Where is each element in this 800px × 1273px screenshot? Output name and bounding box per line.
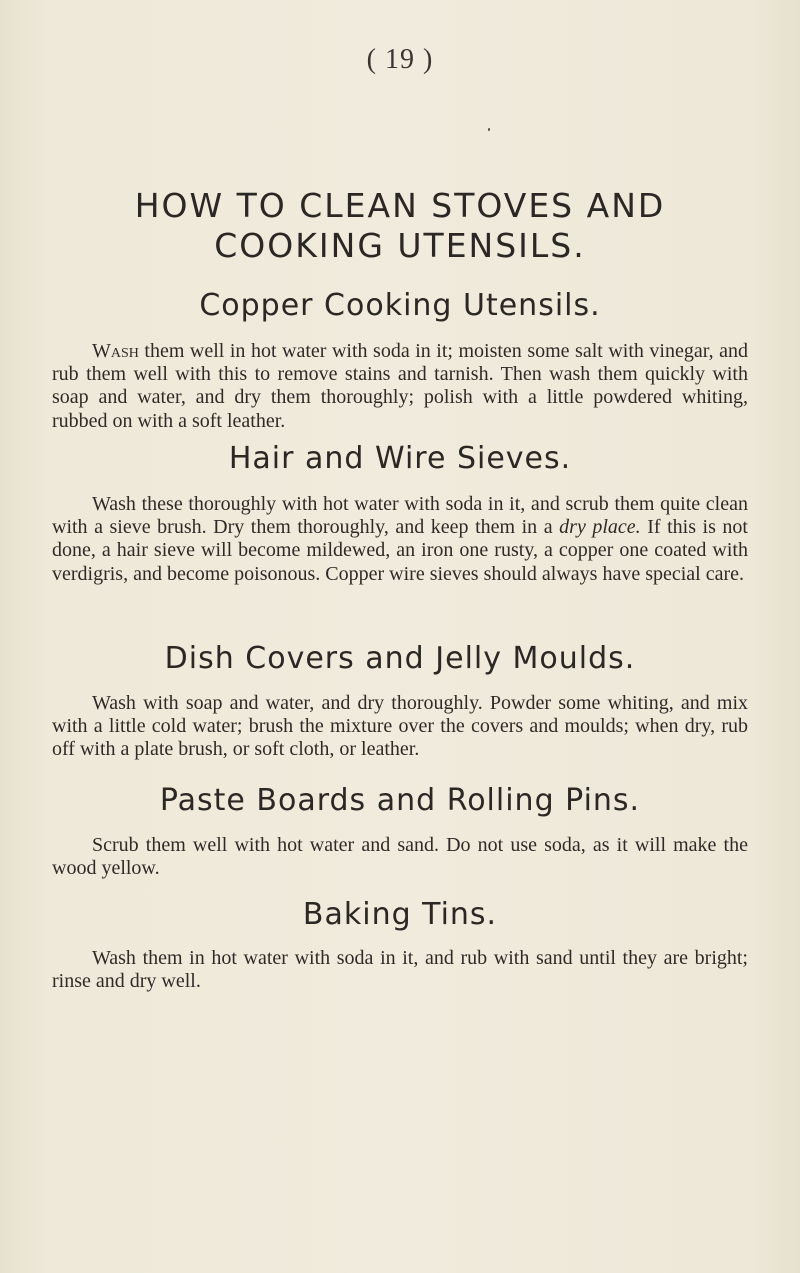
section-heading-sieves: Hair and Wire Sieves.	[228, 441, 572, 476]
lead-word: Wash	[92, 340, 139, 362]
paragraph-text-start: Wash these thoroughly with hot water with soda in it, and scrub them quite clean with a sieve brush. Dry them thoroughly, and keep them in a	[52, 493, 748, 539]
section-body-sieves	[52, 493, 748, 586]
paragraph-text: them well in hot water with soda in it; moisten some salt with vinegar, and rub them well with this to remove stains and tarnish. Then wash them quickly with soap and water, and dry them thoroughly; polish with a little powdered whiting, rubbed on with a soft leather.	[52, 340, 748, 432]
section-body-copper-utensils	[52, 340, 748, 433]
section-body-baking-tins: Wash them in hot water with soda in it, and rub with sand until they are bright; rinse and dry well.	[52, 947, 748, 993]
print-speck	[488, 128, 490, 131]
section-body-paste-boards: Scrub them well with hot water and sand. Do not use soda, as it will make the wood yellow.	[52, 834, 748, 880]
page-number: ( 19 )	[366, 44, 434, 75]
paragraph-text-end: If this is not done, a hair sieve will become mildewed, an iron one rusty, a copper one coated with verdigris, and become poisonous. Copper wire sieves should always have special care.	[52, 516, 748, 585]
page-title-line-2: COOKING UTENSILS.	[214, 226, 586, 265]
section-heading-copper-utensils: Copper Cooking Utensils.	[199, 288, 601, 323]
emphasis-text: dry place.	[559, 516, 641, 539]
section-heading-baking-tins: Baking Tins.	[302, 897, 498, 932]
section-heading-paste-boards: Paste Boards and Rolling Pins.	[159, 783, 641, 818]
section-heading-dish-covers: Dish Covers and Jelly Moulds.	[164, 641, 636, 676]
page-title-line-1: HOW TO CLEAN STOVES AND	[134, 186, 666, 225]
section-body-dish-covers: Wash with soap and water, and dry thoroughly. Powder some whiting, and mix with a little cold water; brush the mixture over the covers and moulds; when dry, rub off with a plate brush, or soft cloth, or leather.	[52, 692, 748, 761]
